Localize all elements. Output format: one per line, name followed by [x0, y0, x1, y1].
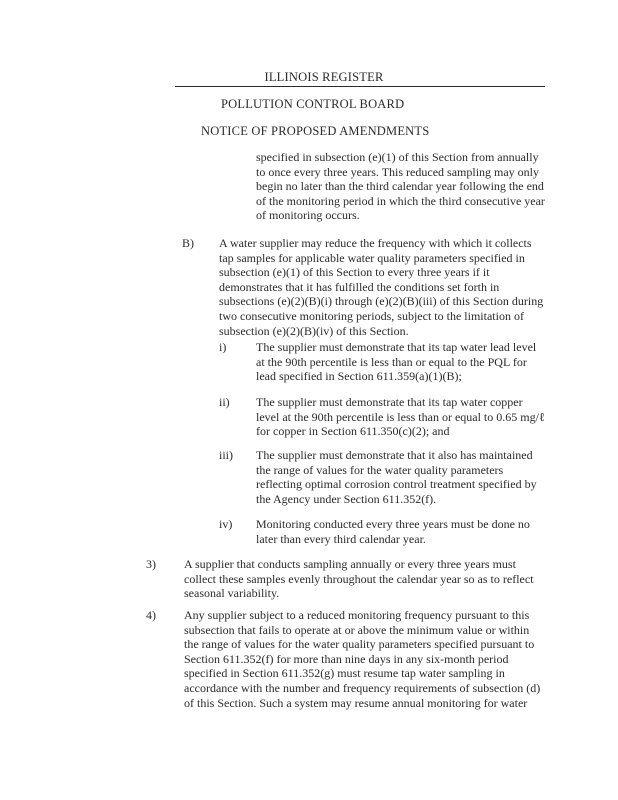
sub-ii-text: The supplier must demonstrate that its tap water copper level at the 90th percentile is less than or equal to 0.65 mg/ℓ for copper in Section 611.350(c)(2); and — [256, 395, 545, 439]
sub-ii-label: ii) — [219, 395, 230, 409]
item-3-label: 3) — [146, 557, 156, 571]
sub-iii-label: iii) — [219, 448, 233, 462]
sub-i-text: The supplier must demonstrate that its tap water lead level at the 90th percentile is less than or equal to the PQL for lead specified in Section 611.359(a)(1)(B); — [256, 340, 537, 384]
board-name: POLLUTION CONTROL BOARD — [221, 97, 405, 111]
item-3-text: A supplier that conducts sampling annually or every three years must collect these samples evenly throughout the calendar year so as to reflect seasonal variability. — [184, 557, 534, 601]
sub-iv-label: iv) — [219, 517, 233, 531]
continuation-paragraph: specified in subsection (e)(1) of this Section from annually to once every three years. This reduced sampling may only begin no later than the third calendar year following the end of the monitoring period in which the third consecutive year of monitoring occurs. — [256, 150, 545, 223]
item-b-text: A water supplier may reduce the frequency with which it collects tap samples for applicable water quality parameters specified in subsection (e)(1) of this Section to every three years if it demonstrates that it has fulfilled the conditions set forth in subsections (e)(2)(B)(i) through (e)(2)(B)(iii) of this Section during two consecutive monitoring periods, subject to the limitation of subsection (e)(2)(B)(iv) of this Section. — [219, 236, 544, 338]
item-4-label: 4) — [146, 608, 156, 622]
item-4-text: Any supplier subject to a reduced monitoring frequency pursuant to this subsection that fails to operate at or above the minimum value or within the range of values for the water quality parameters specified pursuant to Section 611.352(f) for more than nine days in any six-month period specified in Section 611.352(g) must resume tap water sampling in accordance with the number and frequency requirements of subsection (d) of this Section. Such a system may resume annual monitoring for water — [184, 608, 541, 710]
sub-iii-text: The supplier must demonstrate that it also has maintained the range of values for the water quality parameters reflecting optimal corrosion control treatment specified by the Agency under Section 611.352(f). — [256, 448, 537, 506]
register-header: ILLINOIS REGISTER — [175, 70, 545, 87]
sub-i-label: i) — [219, 340, 227, 354]
notice-heading: NOTICE OF PROPOSED AMENDMENTS — [201, 124, 430, 138]
sub-iv-text: Monitoring conducted every three years must be done no later than every third calendar year. — [256, 517, 530, 546]
item-b-label: B) — [182, 236, 194, 250]
